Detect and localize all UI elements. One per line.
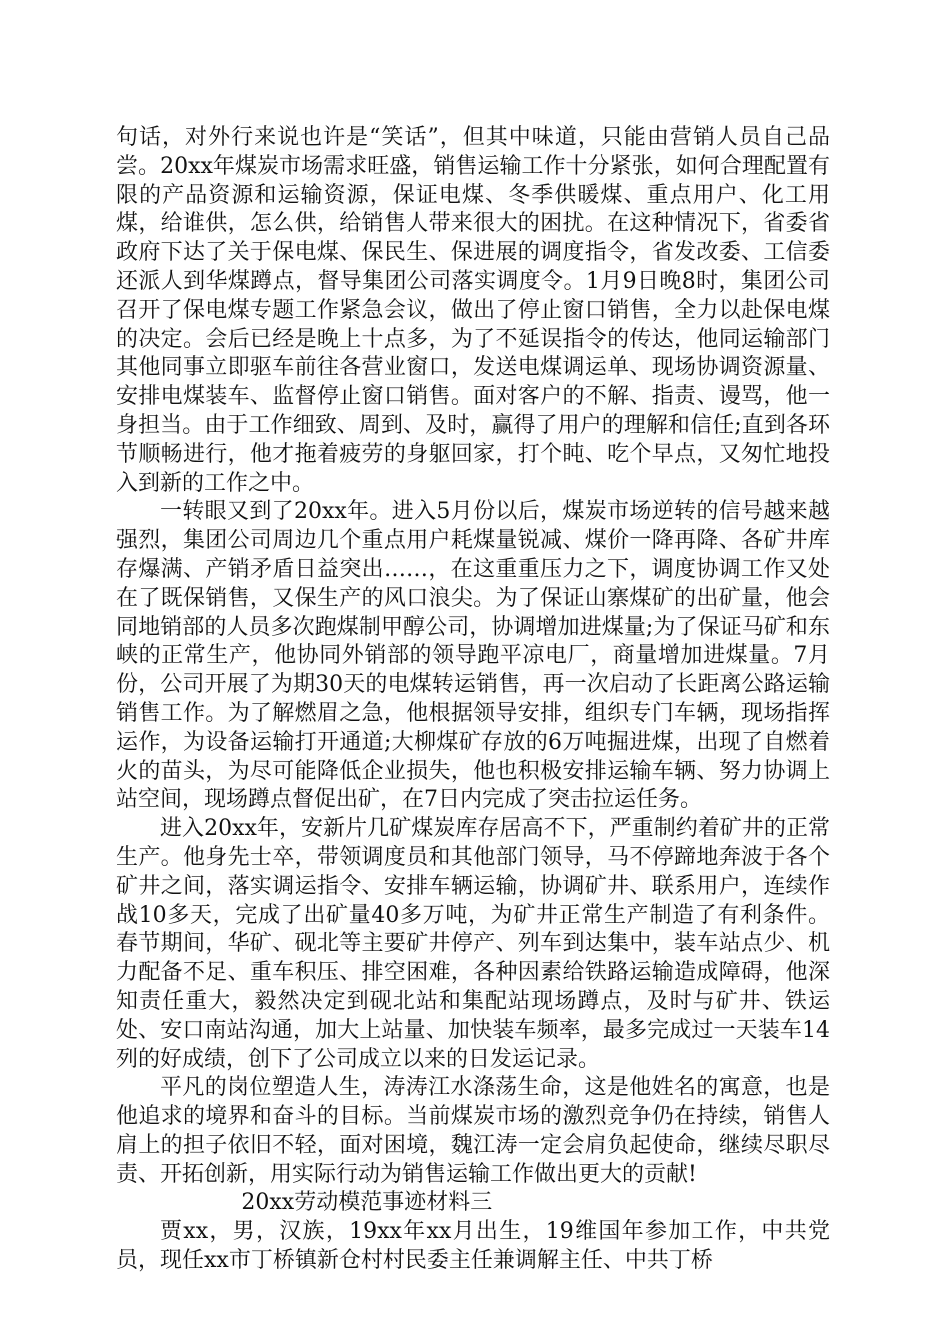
paragraph-4: 平凡的岗位塑造人生，涛涛江水涤荡生命，这是他姓名的寓意，也是他追求的境界和奋斗的目标。当前煤炭市场的激烈竞争仍在持续，销售人肩上的担子依旧不轻，面对困境，魏江涛一定会肩负起使命，继续尽职尽责、开拓创新，用实际行动为销售运输工作做出更大的贡献! <box>116 1075 830 1187</box>
section-heading: 20xx劳动模范事迹材料三 <box>241 1190 493 1216</box>
document-body <box>116 124 830 1276</box>
paragraph-2: 一转眼又到了20xx年。进入5月份以后，煤炭市场逆转的信号越来越强烈，集团公司周边几个重点用户耗煤量锐减、煤价一降再降、各矿井库存爆满、产销矛盾日益突出……，在这重重压力之下，调度协调工作又处在了既保销售，又保生产的风口浪尖。为了保证山寨煤矿的出矿量，他会同地销部的人员多次跑煤制甲醇公司，协调增加进煤量;为了保证马矿和东峡的正常生产，他协同外销部的领导跑平凉电厂，商量增加进煤量。7月份，公司开展了为期30天的电煤转运销售，再一次启动了长距离公路运输销售工作。为了解燃眉之急，他根据领导安排，组织专门车辆，现场指挥运作，为设备运输打开通道;大柳煤矿存放的6万吨掘进煤，出现了自燃着火的苗头，为尽可能降低企业损失，他也积极安排运输车辆、努力协调上站空间，现场蹲点督促出矿，在7日内完成了突击拉运任务。 <box>116 499 830 813</box>
paragraph-1: 句话，对外行来说也许是“笑话”，但其中味道，只能由营销人员自己品尝。20xx年煤炭市场需求旺盛，销售运输工作十分紧张，如何合理配置有限的产品资源和运输资源，保证电煤、冬季供暖煤、重点用户、化工用煤，给谁供，怎么供，给销售人带来很大的困扰。在这种情况下，省委省政府下达了关于保电煤、保民生、保进展的调度指令，省发改委、工信委还派人到华煤蹲点，督导集团公司落实调度令。1月9日晚8时，集团公司召开了保电煤专题工作紧急会议，做出了停止窗口销售，全力以赴保电煤的决定。会后已经是晚上十点多，为了不延误指令的传达，他同运输部门其他同事立即驱车前往各营业窗口，发送电煤调运单、现场协调资源量、安排电煤装车、监督停止窗口销售。面对客户的不解、指责、谩骂，他一身担当。由于工作细致、周到、及时，赢得了用户的理解和信任;直到各环节顺畅进行，他才拖着疲劳的身躯回家，打个盹、吃个早点，又匆忙地投入到新的工作之中。 <box>116 125 830 496</box>
paragraph-5: 贾xx，男，汉族，19xx年xx月出生，19维国年参加工作，中共党员，现任xx市丁桥镇新仓村村民委主任兼调解主任、中共丁桥 <box>116 1219 830 1274</box>
paragraph-3: 进入20xx年，安新片几矿煤炭库存居高不下，严重制约着矿井的正常生产。他身先士卒，带领调度员和其他部门领导，马不停蹄地奔波于各个矿井之间，落实调运指令、安排车辆运输，协调矿井、联系用户，连续作战10多天，完成了出矿量40多万吨，为矿井正常生产制造了有利条件。春节期间，华矿、砚北等主要矿井停产、列车到达集中，装车站点少、机力配备不足、重车积压、排空困难，各种因素给铁路运输造成障碍，他深知责任重大，毅然决定到砚北站和集配站现场蹲点，及时与矿井、铁运处、安口南站沟通，加大上站量、加快装车频率，最多完成过一天装车14列的好成绩，创下了公司成立以来的日发运记录。 <box>116 816 830 1072</box>
